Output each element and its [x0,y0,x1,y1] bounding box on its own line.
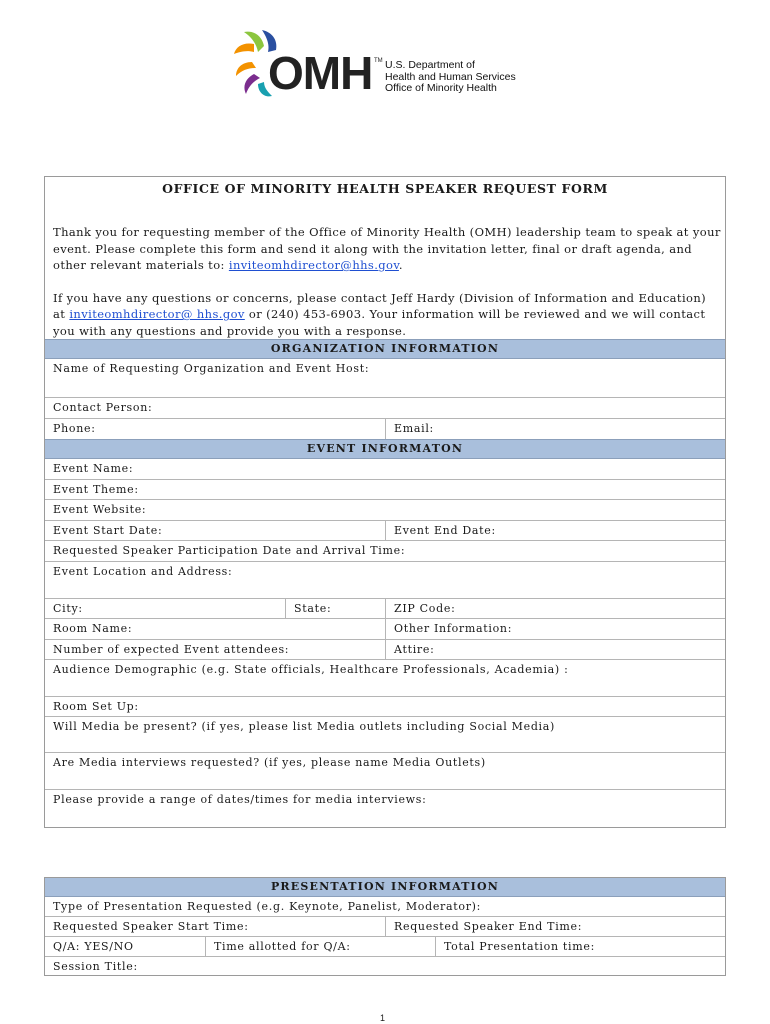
page-number: 1 [380,1013,386,1023]
total-time-field[interactable]: Total Presentation time: [435,937,725,956]
intro-paragraph-1 [53,224,721,274]
media-present-field[interactable] [45,717,725,753]
media-interviews-field[interactable] [45,753,725,790]
presentation-form [44,877,726,976]
room-setup-field[interactable] [45,697,725,717]
form-title: OFFICE OF MINORITY HEALTH SPEAKER REQUEST FORM [162,181,608,196]
intro1-text: Thank you for requesting member of the Office of Minority Health (OMH) leadership team to speak at your event. Please complete this form and send it along with the invitation letter, final or draft agenda, and other relevant materials to: [53,225,721,272]
intro2-end: or (240) 453-6903. Your information will be reviewed and we will contact you with any questions and provide you with a response. [53,307,706,338]
event-dates-row [45,521,725,541]
room-setup-label: Room Set Up: [53,700,139,713]
contact-person-label: Contact Person: [53,401,153,414]
session-title-field[interactable] [45,957,725,976]
organization-name-field[interactable] [45,359,725,398]
attendees-field[interactable]: Number of expected Event attendees: [53,643,290,656]
email-field[interactable]: Email: [385,419,725,439]
director-email-link[interactable]: inviteomhdirector@hhs.gov [228,258,399,272]
contact-email-link[interactable]: inviteomhdirector@ hhs.gov [69,307,245,321]
event-start-date-field[interactable]: Event Start Date: [53,524,163,537]
event-location-field[interactable] [45,562,725,599]
event-theme-label: Event Theme: [53,483,139,496]
interview-dates-label: Please provide a range of dates/times for media interviews: [53,793,427,806]
state-field[interactable]: State: [285,599,385,618]
event-location-label: Event Location and Address: [53,565,233,578]
organization-name-label: Name of Requesting Organization and Event Host: [53,362,370,375]
audience-field[interactable] [45,660,725,697]
organization-section-header: ORGANIZATION INFORMATION [45,339,725,359]
intro-paragraph-2 [53,290,721,340]
dept-line-1: U.S. Department of [385,59,475,71]
event-website-label: Event Website: [53,503,147,516]
event-theme-field[interactable] [45,480,725,500]
participation-date-field[interactable] [45,541,725,562]
interview-dates-field[interactable] [45,790,725,828]
other-information-field[interactable]: Other Information: [385,619,725,639]
room-other-row [45,619,725,640]
contact-person-field[interactable] [45,398,725,419]
omh-logo [232,24,552,104]
audience-label: Audience Demographic (e.g. State officials, Healthcare Professionals, Academia) : [53,663,569,676]
phone-field[interactable]: Phone: [53,422,96,435]
presentation-type-field[interactable] [45,897,725,917]
event-section-header: EVENT INFORMATON [45,439,725,459]
participation-date-label: Requested Speaker Participation Date and Arrival Time: [53,544,406,557]
event-name-label: Event Name: [53,462,134,475]
speaker-times-row [45,917,725,937]
speaker-start-time-field[interactable]: Requested Speaker Start Time: [53,920,249,933]
speaker-end-time-field[interactable]: Requested Speaker End Time: [385,917,725,936]
media-present-label: Will Media be present? (if yes, please list Media outlets including Social Media) [53,720,556,733]
trademark: TM [374,58,383,64]
intro1-end: . [398,258,403,272]
qa-time-field[interactable]: Time allotted for Q/A: [205,937,435,956]
omh-wordmark: OMH [268,47,373,99]
event-end-date-field[interactable]: Event End Date: [385,521,725,540]
dept-line-3: Office of Minority Health [385,82,497,94]
qa-row [45,937,725,957]
intro2-text: If you have any questions or concerns, please contact Jeff Hardy (Division of Information and Education) at [53,290,707,321]
zip-code-field[interactable]: ZIP Code: [385,599,725,618]
event-website-field[interactable] [45,500,725,521]
attire-field[interactable]: Attire: [385,640,725,659]
city-field[interactable]: City: [53,602,83,615]
speaker-request-form [44,176,726,828]
presentation-section-header: PRESENTATION INFORMATION [45,878,725,897]
attendees-attire-row [45,640,725,660]
presentation-type-label: Type of Presentation Requested (e.g. Keynote, Panelist, Moderator): [53,900,482,913]
media-interviews-label: Are Media interviews requested? (if yes, please name Media Outlets) [53,756,486,769]
event-name-field[interactable] [45,459,725,480]
intro-text [53,224,721,339]
room-name-field[interactable]: Room Name: [53,622,133,635]
city-state-zip-row [45,599,725,619]
dept-line-2: Health and Human Services [385,70,516,83]
phone-email-row [45,419,725,439]
department-name [385,60,516,95]
qa-yes-no-field[interactable]: Q/A: YES/NO [53,940,134,953]
session-title-label: Session Title: [53,960,138,973]
